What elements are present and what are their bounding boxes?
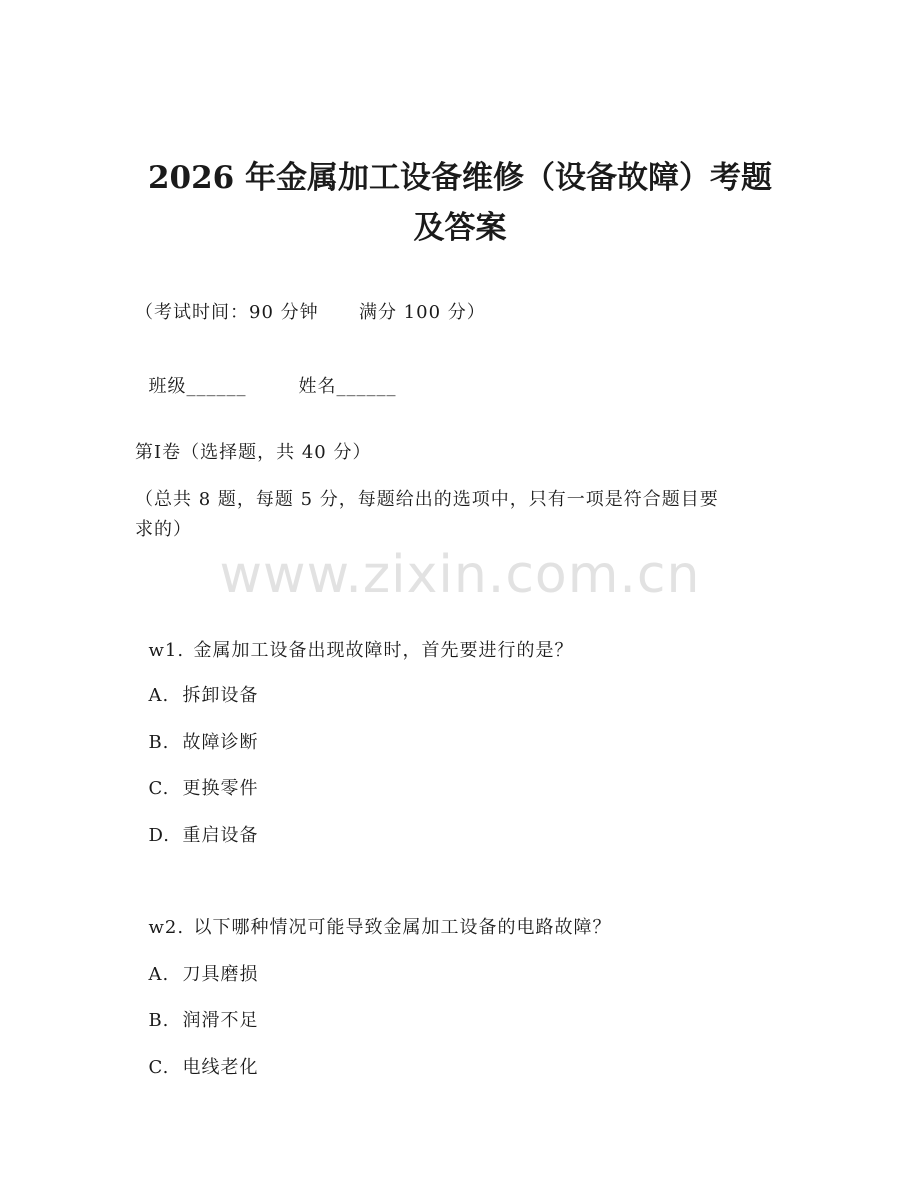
student-info-row	[135, 348, 396, 400]
question-2	[135, 889, 611, 941]
question-text: 金属加工设备出现故障时，首先要进行的是？	[193, 640, 574, 661]
class-label: 班级______	[148, 376, 247, 397]
option-item	[135, 797, 258, 849]
option-text: 刀具磨损	[182, 964, 259, 985]
option-text: 润滑不足	[182, 1010, 259, 1031]
document-title-line-2: 及答案	[413, 210, 507, 246]
section-heading: 第Ⅰ卷（选择题，共 40 分）	[135, 442, 372, 463]
option-item	[135, 750, 258, 802]
option-text: 故障诊断	[182, 732, 259, 753]
watermark: www.zixin.com.cn	[219, 545, 701, 605]
option-letter: D.	[148, 825, 170, 846]
option-letter: A.	[148, 685, 170, 706]
question-number: w1.	[148, 640, 185, 661]
option-text: 更换零件	[182, 778, 259, 799]
option-item	[135, 657, 258, 709]
document-title-line-1: 2026 年金属加工设备维修（设备故障）考题	[147, 160, 773, 196]
option-item	[135, 1029, 258, 1081]
option-text: 拆卸设备	[182, 685, 259, 706]
exam-info: （考试时间：90 分钟 满分 100 分）	[135, 302, 486, 323]
option-item	[135, 936, 258, 988]
option-letter: A.	[148, 964, 170, 985]
question-number: w2.	[148, 917, 185, 938]
option-letter: B.	[148, 1010, 170, 1031]
name-label: 姓名______	[298, 376, 397, 397]
option-text: 重启设备	[182, 825, 259, 846]
section-instruction-line-1: （总共 8 题，每题 5 分，每题给出的选项中，只有一项是符合题目要	[135, 489, 719, 510]
option-item	[135, 982, 258, 1034]
option-letter: C.	[148, 1057, 170, 1078]
option-letter: C.	[148, 778, 170, 799]
option-letter: B.	[148, 732, 170, 753]
section-instruction-line-2: 求的）	[135, 519, 192, 540]
option-text: 电线老化	[182, 1057, 259, 1078]
option-item	[135, 704, 258, 756]
question-text: 以下哪种情况可能导致金属加工设备的电路故障？	[193, 917, 612, 938]
